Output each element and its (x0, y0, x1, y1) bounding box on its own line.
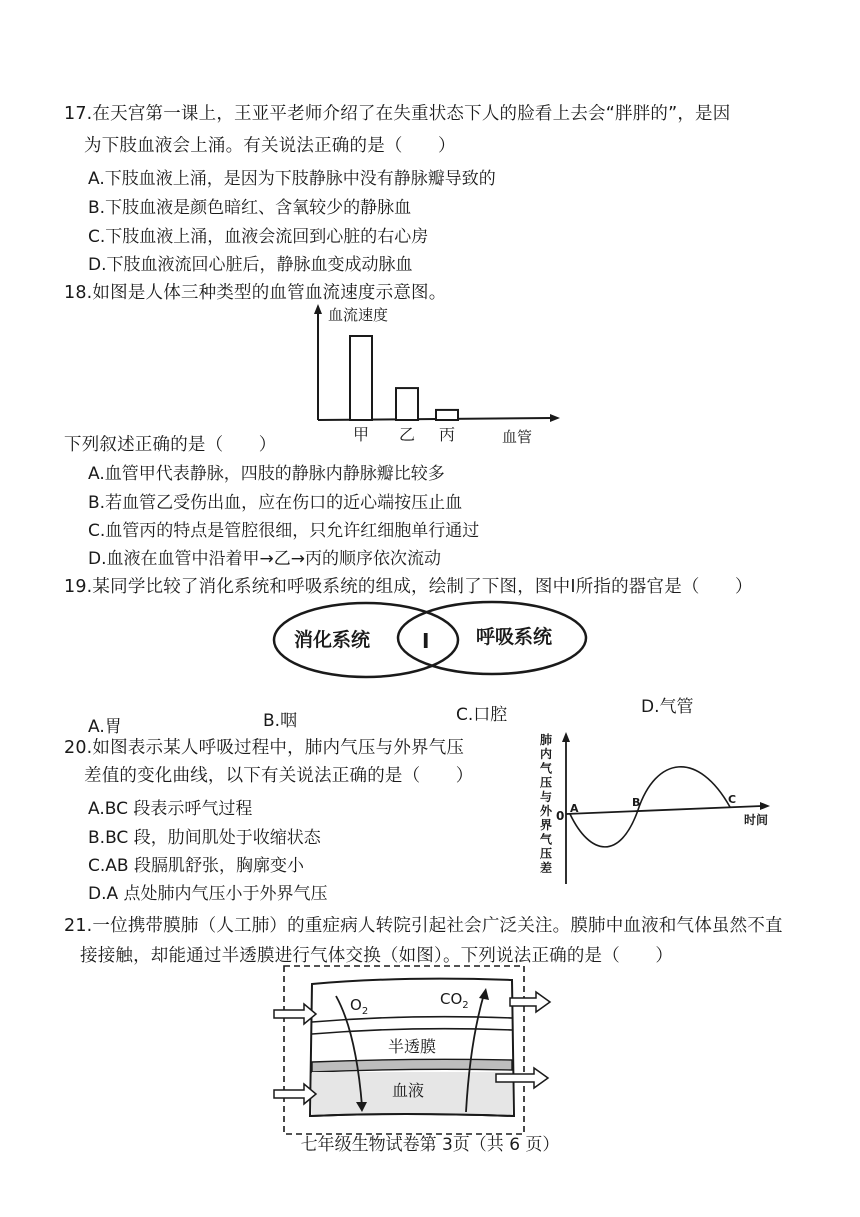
bar-3 (436, 410, 458, 420)
q20-stem-line1: 20.如图表示某人呼吸过程中，肺内气压与外界气压 (64, 738, 465, 758)
curve-ylabel-char: 气 (540, 761, 553, 776)
curve-ylabel-char: 肺 (540, 733, 553, 747)
q20-option-a: A.BC 段表示呼气过程 (88, 799, 253, 819)
pressure-curve-chart (530, 726, 780, 896)
pressure-curve (570, 767, 730, 847)
q18-stem: 18.如图是人体三种类型的血管血流速度示意图。 (64, 283, 447, 303)
curve-point-b: B (632, 796, 641, 809)
membrane-lung-diagram (270, 962, 560, 1140)
q18-option-d: D.血液在血管中沿着甲→乙→丙的顺序依次流动 (88, 549, 441, 569)
inflow-arrow-top (274, 1004, 316, 1024)
venn-center-label: Ⅰ (422, 629, 430, 653)
diagram-device-body-outline (310, 1114, 514, 1116)
curve-ylabel-char: 压 (540, 846, 553, 861)
blood-label: 血液 (392, 1081, 425, 1100)
q19-stem: 19.某同学比较了消化系统和呼吸系统的组成，绘制了下图，图中Ⅰ所指的器官是（ ） (64, 577, 753, 597)
bar-1 (350, 336, 372, 420)
bar-chart-ylabel: 血流速度 (328, 306, 389, 324)
q17-option-d: D.下肢血液流回心脏后，静脉血变成动脉血 (88, 255, 413, 275)
q18-option-a: A.血管甲代表静脉，四肢的静脉内静脉瓣比较多 (88, 464, 445, 484)
curve-ylabel-char: 内 (540, 747, 553, 762)
page-footer: 七年级生物试卷第 3页（共 6 页） (300, 1135, 560, 1155)
curve-ylabel-char: 差 (540, 860, 553, 875)
venn-diagram (270, 598, 600, 688)
q21-stem-line2: 接接触，却能通过半透膜进行气体交换（如图）。下列说法正确的是（ ） (80, 946, 674, 966)
blood-flow-bar-chart (290, 300, 570, 448)
venn-right-label: 呼吸系统 (476, 626, 553, 648)
q19-option-b: B.咽 (263, 711, 298, 731)
q20-stem-line2: 差值的变化曲线，以下有关说法正确的是（ ） (84, 766, 474, 786)
curve-xlabel: 时间 (744, 813, 769, 827)
curve-point-c: C (728, 793, 737, 806)
curve-ylabel-char: 与 (540, 789, 553, 804)
q18-option-c: C.血管丙的特点是管腔很细，只允许红细胞单行通过 (88, 521, 480, 541)
curve-origin-label: 0 (556, 809, 565, 823)
co2-label: $CO_2$ (440, 990, 469, 1011)
o2-label: $O_2$ (350, 996, 369, 1017)
q20-option-d: D.A 点处肺内气压小于外界气压 (88, 884, 328, 904)
q17-option-b: B.下肢血液是颜色暗红、含氧较少的静脉血 (88, 198, 412, 218)
q21-stem-line1: 21.一位携带膜肺（人工肺）的重症病人转院引起社会广泛关注。膜肺中血液和气体虽然不直 (64, 916, 783, 936)
bar-category-label-2: 乙 (398, 425, 416, 444)
q17-option-a: A.下肢血液上涌，是因为下肢静脉中没有静脉瓣导致的 (88, 169, 496, 189)
q20-option-b: B.BC 段，肋间肌处于收缩状态 (88, 828, 321, 848)
venn-left-label: 消化系统 (294, 629, 371, 651)
q19-option-d: D.气管 (641, 697, 694, 717)
bar-chart-xlabel: 血管 (502, 428, 533, 446)
q20-option-c: C.AB 段膈肌舒张，胸廓变小 (88, 856, 304, 876)
q17-option-c: C.下肢血液上涌，血液会流回到心脏的右心房 (88, 227, 429, 247)
curve-point-a: A (570, 802, 579, 815)
membrane-label: 半透膜 (388, 1037, 437, 1056)
curve-ylabel-char: 外 (540, 804, 553, 818)
q18-prompt: 下列叙述正确的是（ ） (64, 435, 277, 455)
diagram-membrane-band (312, 1059, 512, 1072)
bar-category-label-3: 丙 (438, 425, 456, 444)
bar-2 (396, 388, 418, 420)
curve-ylabel-char: 界 (540, 818, 553, 833)
curve-ylabel-char: 压 (540, 775, 553, 790)
q18-option-b: B.若血管乙受伤出血，应在伤口的近心端按压止血 (88, 493, 463, 513)
q19-option-a: A.胃 (88, 717, 122, 737)
curve-ylabel-char: 气 (540, 832, 553, 847)
outflow-arrow-top (510, 992, 550, 1012)
bar-category-label-1: 甲 (352, 425, 370, 444)
q19-option-c: C.口腔 (456, 705, 508, 725)
q17-stem-line2: 为下肢血液会上涌。有关说法正确的是（ ） (84, 136, 456, 156)
q17-stem-line1: 17.在天宫第一课上，王亚平老师介绍了在失重状态下人的脸看上去会“胖胖的”，是因 (64, 104, 731, 124)
